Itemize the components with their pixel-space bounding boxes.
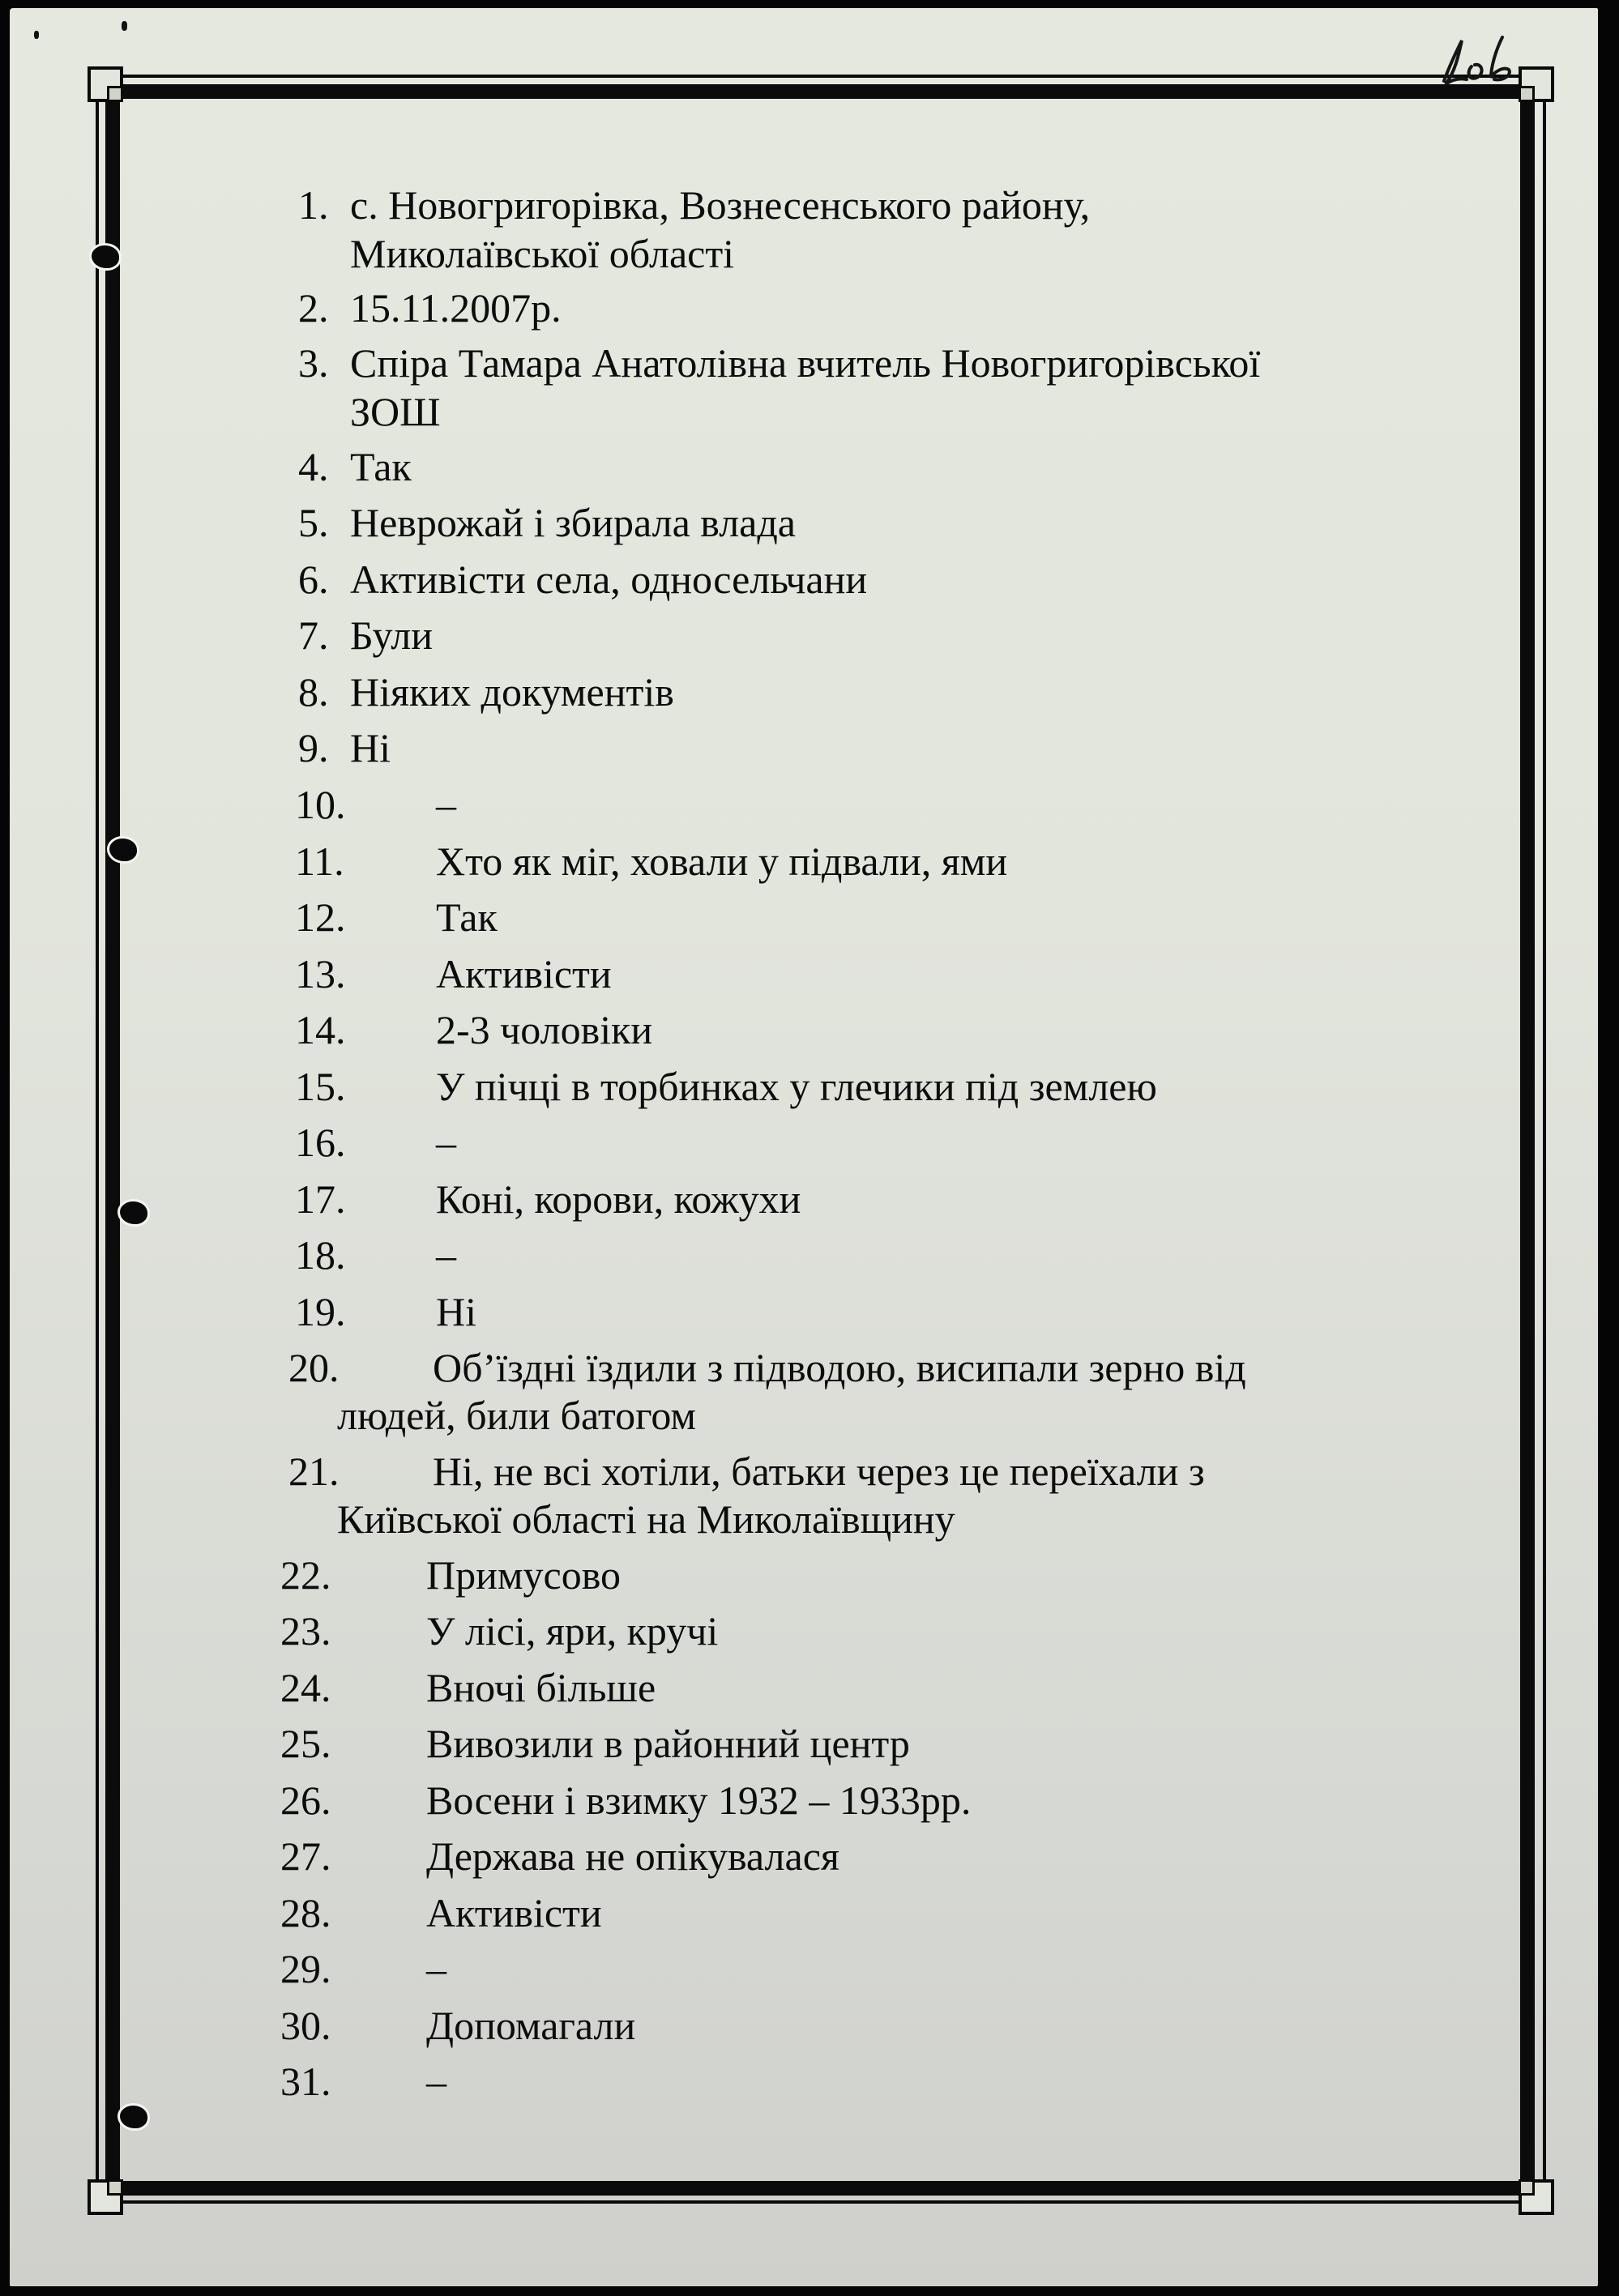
list-item-text: Активісти xyxy=(436,951,612,996)
list-item-text: Неврожай і збирала влада xyxy=(350,500,796,545)
list-item-number: 23. xyxy=(280,1608,331,1654)
list-item-number: 27. xyxy=(280,1833,331,1879)
list-item-text: Держава не опікувалася xyxy=(426,1833,839,1879)
list-item-text: Активісти села, односельчани xyxy=(350,557,868,602)
list-item-number: 8. xyxy=(298,669,329,715)
list-item-number: 11. xyxy=(295,839,344,884)
list-item-text: Ні, не всі хотіли, батьки через це переїхали з xyxy=(433,1449,1205,1494)
list-item-text-continuation: людей, били батогом xyxy=(337,1393,697,1438)
list-item-number: 29. xyxy=(280,1946,331,1991)
list-item-number: 16. xyxy=(295,1120,346,1165)
list-item-number: 9. xyxy=(298,725,329,770)
list-item-number: 6. xyxy=(298,557,329,602)
list-item-number: 31. xyxy=(280,2059,331,2104)
list-item-text: Коні, корови, кожухи xyxy=(436,1176,801,1222)
list-item-number: 28. xyxy=(280,1890,331,1935)
list-item-number: 14. xyxy=(295,1007,346,1052)
list-item-number: 5. xyxy=(298,500,329,545)
list-item-text: У пічці в торбинках у глечики під землею xyxy=(436,1064,1157,1109)
list-item-number: 20. xyxy=(288,1345,340,1390)
list-item-text: Ніяких документів xyxy=(350,669,674,715)
list-item-number: 7. xyxy=(298,612,329,658)
list-item-text: Були xyxy=(350,612,433,658)
list-item-text: Ні xyxy=(350,725,391,770)
list-item-number: 3. xyxy=(298,340,329,386)
list-item-text: – xyxy=(436,782,456,827)
list-item-text: Вивозили в районний центр xyxy=(426,1721,910,1766)
list-item-text: Об’їздні їздили з підводою, висипали зерно від xyxy=(433,1345,1246,1390)
list-item-text: Хто як міг, ховали у підвали, ями xyxy=(436,839,1008,884)
list-item-number: 15. xyxy=(295,1064,346,1109)
list-item-text: – xyxy=(426,1946,446,1991)
list-item-number: 17. xyxy=(295,1176,346,1222)
list-item-number: 4. xyxy=(298,444,329,489)
list-item-text: Допомагали xyxy=(426,2003,636,2048)
list-item-text: – xyxy=(426,2059,446,2104)
list-item-number: 21. xyxy=(288,1449,340,1494)
list-item-number: 2. xyxy=(298,285,329,331)
list-item-number: 1. xyxy=(298,182,329,228)
list-item-text: – xyxy=(436,1232,456,1278)
list-item-number: 13. xyxy=(295,951,346,996)
list-item-number: 30. xyxy=(280,2003,331,2048)
list-item-text: Так xyxy=(350,444,412,489)
list-item-text: с. Новогригорівка, Вознесенського району, xyxy=(350,182,1091,228)
list-item-number: 19. xyxy=(295,1289,346,1334)
list-item-text-continuation: Миколаївської області xyxy=(350,231,735,276)
list-item-number: 25. xyxy=(280,1721,331,1766)
list-item-text: У лісі, яри, кручі xyxy=(426,1608,719,1654)
list-item-text: Активісти xyxy=(426,1890,602,1935)
list-item-text: Восени і взимку 1932 – 1933рр. xyxy=(426,1777,972,1823)
list-item-text: Спіра Тамара Анатолівна вчитель Новогригорівської xyxy=(350,340,1261,386)
list-item-text-continuation: Київської області на Миколаївщину xyxy=(337,1496,955,1542)
list-item-number: 22. xyxy=(280,1552,331,1598)
list-item-number: 24. xyxy=(280,1665,331,1710)
list-item-text: 15.11.2007р. xyxy=(350,285,562,331)
list-item-text: Примусово xyxy=(426,1552,621,1598)
list-item-text: Так xyxy=(436,894,498,940)
list-item-text: Вночі більше xyxy=(426,1665,656,1710)
list-item-number: 18. xyxy=(295,1232,346,1278)
list-item-text-continuation: ЗОШ xyxy=(350,389,441,434)
list-item-text: – xyxy=(436,1120,456,1165)
list-item-text: 2-3 чоловіки xyxy=(436,1007,653,1052)
list-item-text: Ні xyxy=(436,1289,476,1334)
list-item-number: 10. xyxy=(295,782,346,827)
list-item-number: 26. xyxy=(280,1777,331,1823)
list-item-number: 12. xyxy=(295,894,346,940)
